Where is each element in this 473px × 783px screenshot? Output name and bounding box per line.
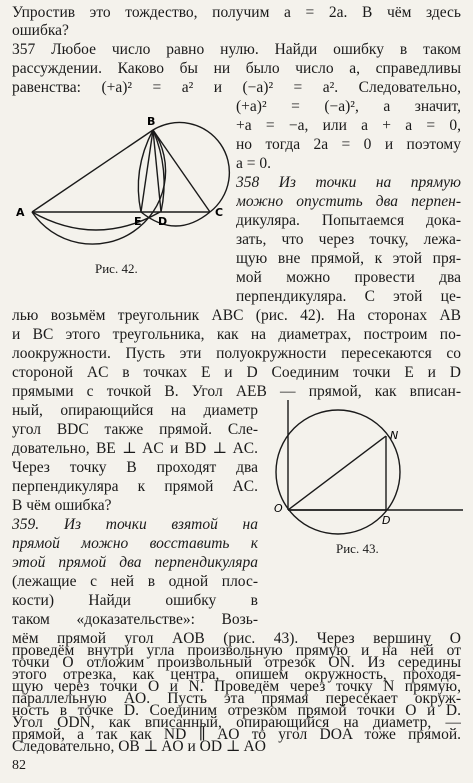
text-line: лью возьмём треугольник ABC (рис. 42). На сторонах AB [12,307,461,324]
text-line: точки O отложим произвольный отрезок ON. Из середины [12,654,461,671]
problem-358-heading: 358 Из точки на прямую [236,174,461,191]
text-line: a = 0. [236,155,271,172]
text-line: мём прямой угол AOB (рис. 43). Через вершину O [12,630,461,647]
text-line: прямыми с точкой B. Угол AEB — прямой, как вписан- [12,383,461,400]
text-line: (лежащие с ней в одной плос- [12,573,258,590]
text-line: можно опустить два перпен- [236,193,461,210]
text-line: лоокружности. Пусть эти полуокружности пересекаются со [12,345,461,362]
text-line: мой можно провести два [236,269,461,286]
problem-357-heading: 357 Любое число равно нулю. Найди ошибку в таком [12,41,461,58]
text-line: этого отрезка, как центра, опишем окружность, проходя- [12,666,461,683]
text-line: Следовательно, OB ⊥ AO и OD ⊥ AO [12,738,266,755]
text-line: +a = −a, или a + a = 0, [236,117,461,134]
text-line: Упростив это тождество, получим a = 2a. В чём здесь [12,4,461,21]
text-line: перпендикуляра. С этой це- [236,288,461,305]
figure-42 [10,112,235,252]
text-line: этой прямой два перпендикуляра [12,554,258,571]
text-line: проведём внутри угла произвольную прямую и на ней от [12,642,461,659]
problem-359-heading: 359. Из точки взятой на [12,516,258,533]
text-line: стороной AC в точках E и D Соединим точки E и D [12,364,461,381]
text-line: зать, что через точку, лежа- [236,231,461,248]
text-line: щую через точки O и N. Проведём через точку N прямую, [12,678,461,695]
side-bc [153,130,210,212]
text-line: Через точку B проходят два [12,459,258,476]
text-line: прямой можно восставить к [12,535,258,552]
text-line: равенства: (+a)² = a² и (−a)² = a². Следовательно, [12,79,461,96]
text-line: таком «доказательстве»: Возь- [12,611,258,628]
text-line: ошибка? [12,22,69,39]
label-a: A [16,206,25,219]
text-line: (+a)² = (−a)², а значит, [236,98,461,115]
label-e: E [134,215,142,228]
text-line: ность в точке D. Соединим отрезком прямой точки O и D. [12,702,461,719]
text-line: довательно, BE ⊥ AC и BD ⊥ AC. [12,440,258,457]
figure-43-caption: Рис. 43. [336,541,379,556]
side-ab [32,130,153,212]
text-line: рассуждении. Каково бы ни было число a, справедливы [12,60,461,77]
text-line: Угол ODN, как вписанный, опирающийся на диаметр, — [12,714,461,731]
segment-on [288,436,386,510]
text-line: параллельную AO. Пусть эта прямая пересекает окруж- [12,690,461,707]
text-line: щую вне прямой, к этой пря- [236,250,461,267]
text-line: перпендикуляра к прямой AC. [12,478,258,495]
label-o: O [274,502,283,515]
text-line: кости) Найди ошибку в [12,592,258,609]
label-d: D [382,514,391,527]
label-c: C [215,206,224,219]
text-line: В чём ошибка? [12,497,112,514]
text-line: ный, опирающийся на диаметр [12,402,258,419]
label-n: N [390,429,399,442]
semicircle-bc [153,122,229,212]
text-line: угол BDC также прямой. Сле- [12,421,258,438]
text-line: но тогда 2a = 0 и поэтому [236,136,461,153]
text-line: и BC этого треугольника, как на диаметрах, построим по- [12,326,461,343]
figure-42-caption: Рис. 42. [95,261,138,276]
figure-43 [268,392,468,542]
page-number: 82 [12,758,26,773]
label-d: D [158,215,168,228]
text-line: дикуляра. Попытаемся дока- [236,212,461,229]
label-b: B [147,115,156,128]
text-line: прямой, а так как ND ∥ AO то угол DOA тоже прямой. [12,726,461,743]
